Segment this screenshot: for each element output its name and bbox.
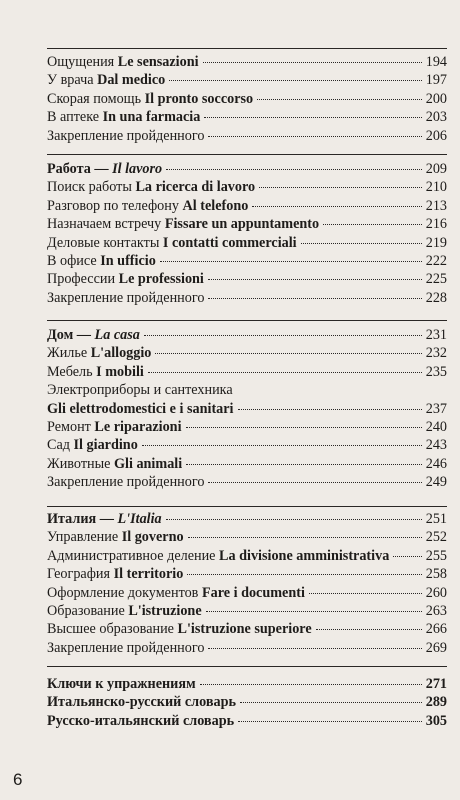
entry-title-ru: Поиск работы — [47, 179, 132, 196]
entry-title-ru: Назначаем встречу — [47, 216, 162, 233]
entry-page-number: 258 — [425, 566, 447, 583]
toc-entry — [47, 108, 447, 126]
section-heading — [47, 326, 447, 344]
dot-leader — [187, 574, 421, 575]
dot-leader — [257, 99, 422, 100]
entry-label — [47, 510, 162, 528]
appendix-entry — [47, 712, 447, 730]
entry-label — [47, 565, 183, 583]
dot-leader — [238, 721, 422, 722]
entry-title-it: Fare i documenti — [201, 584, 305, 601]
entry-label — [47, 473, 204, 491]
entry-title-it: I contatti commerciali — [162, 234, 297, 251]
toc-entry — [47, 90, 447, 108]
entry-page-number: 231 — [425, 327, 447, 343]
dot-leader — [393, 556, 421, 557]
entry-label: Итальянско-русский словарь — [47, 694, 236, 711]
toc-entry — [47, 547, 447, 565]
dot-leader — [200, 684, 422, 685]
entry-title-it: Il pronto soccorso — [144, 90, 254, 107]
entry-page-number: 225 — [425, 271, 447, 288]
toc-entry — [47, 528, 447, 546]
entry-page-number: 252 — [425, 529, 447, 546]
toc-entry — [47, 436, 447, 454]
entry-label — [47, 71, 165, 89]
entry-label: Ключи к упражнениям — [47, 676, 196, 692]
section-rule — [47, 154, 447, 155]
toc-section-work — [47, 160, 447, 307]
entry-title-ru: Деловые контакты — [47, 234, 160, 251]
toc-entry — [47, 584, 447, 602]
dot-leader — [144, 335, 422, 336]
entry-page-number: 203 — [425, 109, 447, 126]
entry-page-number: 228 — [425, 289, 447, 306]
entry-label — [47, 90, 253, 108]
entry-title-ru: Разговор по телефону — [47, 197, 179, 214]
entry-label — [47, 400, 234, 418]
entry-title-ru: Мебель — [47, 363, 93, 380]
entry-page-number: 219 — [425, 234, 447, 251]
entry-label — [47, 326, 140, 344]
entry-title-ru: Жилье — [47, 345, 88, 362]
entry-page-number: 251 — [425, 511, 447, 527]
dot-leader — [316, 629, 422, 630]
entry-title-it: Il territorio — [113, 566, 184, 583]
dot-leader — [166, 169, 422, 170]
entry-label — [47, 160, 162, 178]
entry-label — [47, 289, 204, 307]
dot-leader — [204, 117, 421, 118]
toc-entry — [47, 234, 447, 252]
dot-leader — [238, 409, 422, 410]
entry-page-number: 305 — [425, 712, 447, 729]
entry-title-ru: География — [47, 566, 111, 583]
entry-title-ru: Сад — [47, 437, 70, 454]
entry-title-it: Dal medico — [97, 72, 166, 89]
entry-label — [47, 528, 184, 546]
dot-leader — [208, 279, 422, 280]
entry-label: Русско-итальянский словарь — [47, 712, 235, 729]
page-number: 6 — [13, 770, 23, 789]
entry-title-it: L'Italia — [117, 511, 162, 527]
entry-page-number: 216 — [425, 216, 447, 233]
dot-leader — [155, 353, 421, 354]
dot-leader — [208, 482, 421, 483]
entry-label — [47, 270, 204, 288]
entry-label — [47, 344, 151, 362]
toc-entry — [47, 639, 447, 657]
entry-title-ru: Высшее образование — [47, 621, 174, 638]
entry-title-it: La casa — [94, 327, 140, 343]
entry-page-number: 249 — [425, 474, 447, 491]
entry-label — [47, 215, 319, 233]
dot-leader — [203, 62, 422, 63]
section-rule — [47, 506, 447, 507]
entry-page-number: 222 — [425, 252, 447, 269]
entry-label — [47, 197, 248, 215]
toc-entry — [47, 270, 447, 288]
entry-title-ru: Закрепление пройденного — [47, 289, 205, 306]
toc-section-home — [47, 326, 447, 492]
entry-title-ru: Электроприборы и сантехника — [47, 382, 233, 399]
entry-title-ru: Оформление документов — [47, 584, 199, 601]
appendix-entry — [47, 675, 447, 693]
entry-page-number: 289 — [425, 694, 447, 711]
entry-label — [47, 639, 204, 657]
toc-entry — [47, 602, 447, 620]
toc-entry — [47, 71, 447, 89]
dot-leader — [169, 80, 421, 81]
toc-entry — [47, 418, 447, 436]
toc-entry — [47, 455, 447, 473]
entry-title-it: Le riparazioni — [94, 418, 182, 435]
toc-entry — [47, 565, 447, 583]
entry-label — [47, 53, 199, 71]
entry-label — [47, 584, 305, 602]
entry-title-ru: Управление — [47, 529, 119, 546]
entry-title-ru: Животные — [47, 455, 111, 472]
toc-entry-line-1 — [47, 381, 447, 399]
entry-label — [47, 602, 202, 620]
dot-leader — [208, 648, 421, 649]
entry-page-number: 271 — [425, 676, 447, 692]
entry-page-number: 263 — [425, 602, 447, 619]
entry-title-it: La ricerca di lavoro — [135, 179, 256, 196]
entry-page-number: 266 — [425, 621, 447, 638]
entry-page-number: 235 — [425, 363, 447, 380]
entry-title-it: L'alloggio — [90, 345, 152, 362]
entry-title-it: Al telefono — [182, 197, 249, 214]
dot-leader — [166, 519, 422, 520]
entry-title-ru: Профессии — [47, 271, 116, 288]
entry-page-number: 240 — [425, 418, 447, 435]
toc-entry — [47, 289, 447, 307]
entry-label — [47, 418, 182, 436]
entry-label — [47, 234, 297, 252]
entry-label — [47, 252, 156, 270]
entry-title-it: L'istruzione — [128, 602, 202, 619]
entry-label — [47, 127, 204, 145]
entry-title-it: Il giardino — [73, 437, 138, 454]
entry-page-number: 260 — [425, 584, 447, 601]
entry-title-ru: В аптеке — [47, 109, 100, 126]
dot-leader — [323, 224, 422, 225]
toc-entry — [47, 178, 447, 196]
section-heading — [47, 510, 447, 528]
dot-leader — [188, 537, 422, 538]
entry-label — [47, 455, 182, 473]
entry-label — [47, 178, 255, 196]
entry-page-number: 255 — [425, 547, 447, 564]
entry-page-number: 237 — [425, 400, 447, 417]
section-heading — [47, 160, 447, 178]
entry-title-it: Gli elettrodomestici e i sanitari — [47, 400, 234, 417]
dot-leader — [160, 261, 422, 262]
dot-leader — [208, 298, 421, 299]
entry-label — [47, 436, 138, 454]
dot-leader — [252, 206, 421, 207]
entry-page-number: 269 — [425, 639, 447, 656]
toc-entry — [47, 620, 447, 638]
entry-title-ru: Ремонт — [47, 418, 91, 435]
dot-leader — [186, 427, 422, 428]
entry-title-ru: Ощущения — [47, 54, 115, 70]
entry-title-ru: Закрепление пройденного — [47, 474, 205, 491]
entry-title-ru: Скорая помощь — [47, 90, 142, 107]
dot-leader — [186, 464, 422, 465]
section-rule — [47, 48, 447, 49]
entry-title-it: In una farmacia — [102, 109, 201, 126]
entry-page-number: 194 — [425, 54, 447, 70]
dot-leader — [208, 136, 421, 137]
toc-entry — [47, 344, 447, 362]
toc-entry — [47, 127, 447, 145]
entry-title-it: La divisione amministrativa — [219, 547, 390, 564]
entry-title-it: I mobili — [96, 363, 144, 380]
toc-entry — [47, 400, 447, 418]
entry-label — [47, 108, 200, 126]
toc-entry — [47, 363, 447, 381]
entry-page-number: 243 — [425, 437, 447, 454]
entry-title-ru: Закрепление пройденного — [47, 639, 205, 656]
entry-title-it: L'istruzione superiore — [177, 621, 312, 638]
dot-leader — [240, 702, 422, 703]
entry-title-it: Fissare un appuntamento — [164, 216, 320, 233]
section-rule — [47, 666, 447, 667]
section-rule — [47, 320, 447, 321]
entry-page-number: 210 — [425, 179, 447, 196]
entry-title-it: Le sensazioni — [117, 54, 199, 70]
toc-entry — [47, 197, 447, 215]
toc-section-health — [47, 53, 447, 145]
entry-title-ru: Образование — [47, 602, 125, 619]
toc-entry — [47, 215, 447, 233]
dot-leader — [259, 187, 422, 188]
entry-page-number: 197 — [425, 72, 447, 89]
dot-leader — [142, 445, 422, 446]
entry-page-number: 209 — [425, 161, 447, 177]
entry-title-ru: Закрепление пройденного — [47, 127, 205, 144]
entry-title-ru: У врача — [47, 72, 94, 89]
toc-entry — [47, 473, 447, 491]
toc-entry — [47, 252, 447, 270]
entry-page-number: 213 — [425, 197, 447, 214]
entry-title-ru: Дом — — [47, 327, 91, 343]
toc-entry — [47, 53, 447, 71]
appendix-entry — [47, 693, 447, 711]
entry-page-number: 206 — [425, 127, 447, 144]
dot-leader — [148, 372, 422, 373]
entry-page-number: 246 — [425, 455, 447, 472]
entry-page-number: 200 — [425, 90, 447, 107]
toc-section-italy — [47, 510, 447, 657]
entry-label — [47, 620, 312, 638]
entry-label — [47, 363, 144, 381]
dot-leader — [206, 611, 422, 612]
entry-title-it: In ufficio — [100, 252, 156, 269]
toc-appendix — [47, 675, 447, 730]
entry-title-ru: В офисе — [47, 252, 97, 269]
entry-label — [47, 547, 389, 565]
entry-title-it: Le professioni — [118, 271, 204, 288]
dot-leader — [309, 593, 422, 594]
dot-leader — [301, 243, 422, 244]
entry-title-ru: Италия — — [47, 511, 114, 527]
entry-title-it: Gli animali — [113, 455, 183, 472]
entry-title-ru: Работа — — [47, 161, 109, 177]
entry-title-ru: Административное деление — [47, 547, 216, 564]
entry-page-number: 232 — [425, 345, 447, 362]
entry-title-it: Il lavoro — [112, 161, 163, 177]
entry-title-it: Il governo — [121, 529, 184, 546]
